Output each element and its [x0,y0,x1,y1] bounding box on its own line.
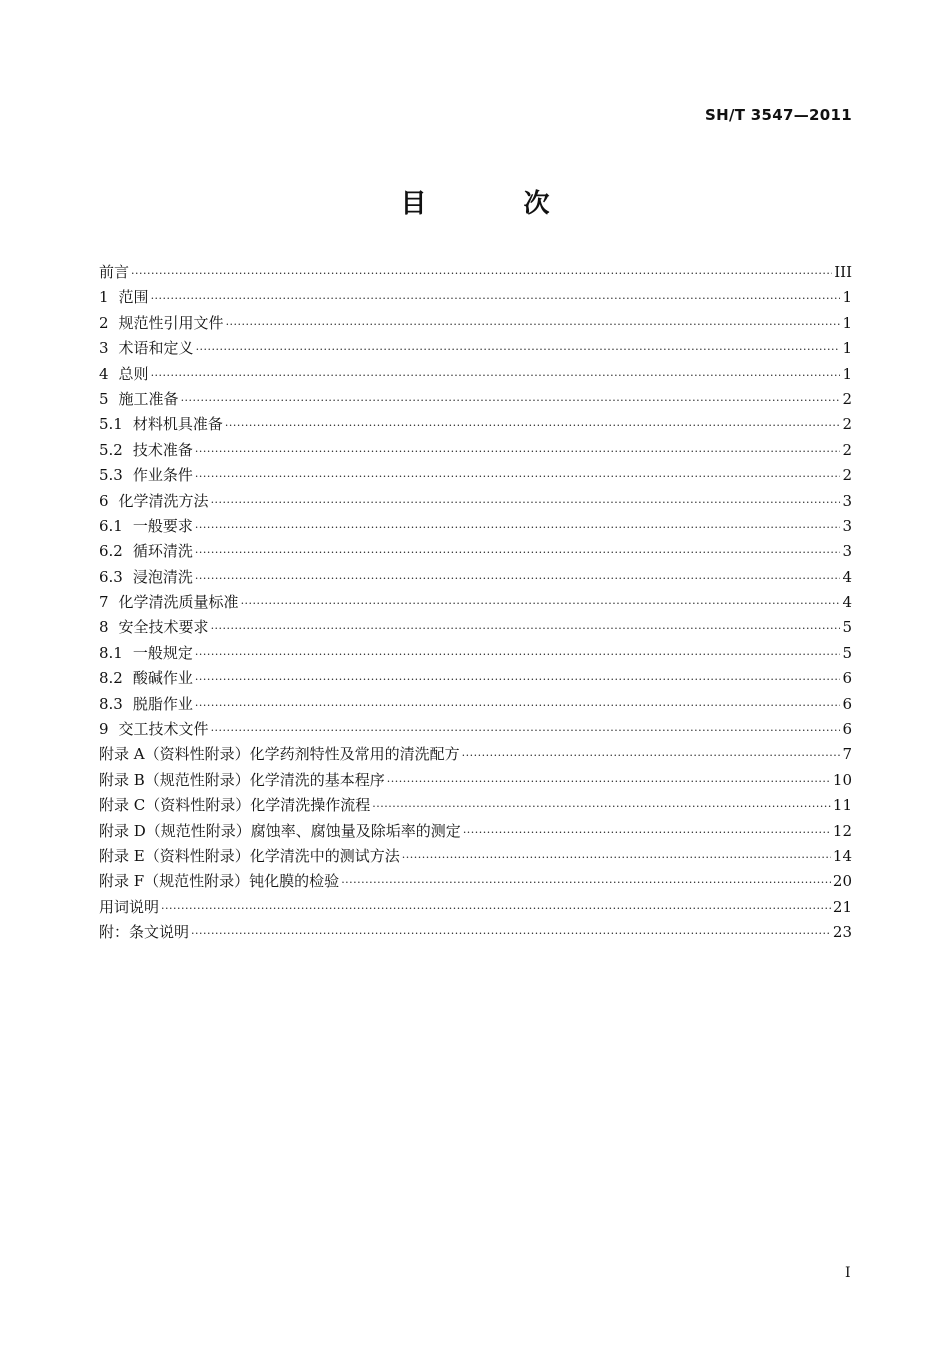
toc-entry-title: 术语和定义 [118,339,194,358]
toc-entry[interactable] [99,336,852,361]
toc-leader-dots [341,870,831,895]
toc-entry-page: 11 [832,796,852,815]
toc-entry-number: 8.3 [99,694,123,713]
toc-entry-page: 2 [842,466,852,485]
toc-entry-number: 1 [99,288,109,307]
toc-entry-title: 作业条件 [132,466,193,485]
toc-leader-dots [195,540,840,565]
toc-entry[interactable] [99,412,852,437]
toc-entry[interactable] [99,717,852,742]
toc-leader-dots [195,515,840,540]
toc-entry-title: 附录 A（资料性附录）化学药剂特性及常用的清洗配方 [99,745,460,764]
toc-entry-page: 4 [842,593,852,612]
toc-entry-page: 12 [832,821,852,840]
toc-entry[interactable] [99,539,852,564]
toc-leader-dots [211,718,840,743]
toc-entry-number: 3 [99,339,109,358]
toc-entry-title: 前言 [99,263,130,281]
toc-entry-page: 2 [842,415,852,434]
toc-entry-number: 9 [99,720,109,739]
toc-entry[interactable] [99,489,852,514]
toc-entry-title: 安全技术要求 [118,618,209,637]
toc-entry-number: 6.3 [99,567,123,586]
toc-entry-page: 20 [832,872,852,891]
toc-entry-number: 8.1 [99,643,123,662]
toc-entry-number: 5.2 [99,440,123,459]
toc-entry[interactable] [99,819,852,844]
toc-leader-dots [151,286,840,311]
toc-entry[interactable] [99,895,852,920]
toc-entry[interactable] [99,920,852,945]
toc-entry-page: 6 [842,669,852,688]
toc-leader-dots [211,616,840,641]
toc-entry-page: 6 [842,720,852,739]
toc-entry-title: 材料机具准备 [132,415,223,434]
toc-entry-number: 6 [99,491,109,510]
toc-entry-number: 5.1 [99,415,123,434]
toc-entry[interactable] [99,565,852,590]
toc-entry-title: 技术准备 [132,440,193,459]
toc-entry[interactable] [99,463,852,488]
toc-entry-page: 1 [842,364,852,383]
toc-entry-page: 6 [842,694,852,713]
toc-entry-page: 4 [842,567,852,586]
toc-entry-title: 范围 [118,288,149,307]
toc-heading: 目 次 [400,189,594,219]
toc-entry-title: 用词说明 [99,897,160,916]
toc-entry-page: 3 [842,491,852,510]
toc-entry-title: 循环清洗 [132,542,193,561]
toc-entry-title: 一般规定 [132,643,193,662]
toc-entry[interactable] [99,260,852,285]
toc-leader-dots [131,261,832,286]
toc-entry-page: 21 [832,897,852,916]
toc-leader-dots [462,743,840,768]
toc-entry-title: 附录 E（资料性附录）化学清洗中的测试方法 [99,846,400,865]
toc-entry-page: 2 [842,440,852,459]
table-of-contents [99,260,852,946]
toc-entry-number: 8 [99,618,109,637]
toc-entry[interactable] [99,666,852,691]
toc-entry-title: 浸泡清洗 [132,567,193,586]
toc-entry-page: 2 [842,389,852,408]
toc-entry[interactable] [99,869,852,894]
toc-leader-dots [195,642,840,667]
toc-entry-title: 一般要求 [132,516,193,535]
toc-entry-page: 3 [842,542,852,561]
toc-leader-dots [226,312,840,337]
toc-entry-title: 附录 D（规范性附录）腐蚀率、腐蚀量及除垢率的测定 [99,821,461,840]
toc-entry-page: III [834,263,852,281]
toc-entry-title: 脱脂作业 [132,694,193,713]
toc-leader-dots [195,693,840,718]
toc-entry-number: 2 [99,313,109,332]
standard-code: SH/T 3547—2011 [705,106,852,124]
toc-entry-page: 1 [842,339,852,358]
toc-leader-dots [151,363,840,388]
toc-entry[interactable] [99,615,852,640]
toc-leader-dots [161,896,831,921]
toc-leader-dots [225,413,840,438]
toc-leader-dots [195,439,840,464]
toc-leader-dots [211,490,840,515]
toc-entry-title: 化学清洗质量标准 [118,593,239,612]
toc-entry-title: 附录 C（资料性附录）化学清洗操作流程 [99,796,371,815]
toc-entry[interactable] [99,590,852,615]
toc-entry-number: 7 [99,593,109,612]
toc-entry-page: 5 [842,618,852,637]
toc-entry-number: 4 [99,364,109,383]
toc-leader-dots [181,388,840,413]
toc-entry-page: 10 [832,770,852,789]
toc-entry-page: 7 [842,745,852,764]
toc-entry-title: 交工技术文件 [118,720,209,739]
toc-entry-number: 6.1 [99,516,123,535]
toc-leader-dots [191,921,831,946]
toc-entry-page: 14 [832,846,852,865]
toc-leader-dots [195,667,840,692]
toc-entry-title: 附：条文说明 [99,923,190,942]
toc-entry-number: 8.2 [99,669,123,688]
toc-entry[interactable] [99,362,852,387]
toc-entry-title: 化学清洗方法 [118,491,209,510]
toc-entry-page: 1 [842,288,852,307]
toc-leader-dots [463,820,831,845]
toc-entry[interactable] [99,311,852,336]
toc-entry[interactable] [99,387,852,412]
toc-entry-title: 酸碱作业 [132,669,193,688]
toc-leader-dots [387,769,831,794]
toc-entry-number: 6.2 [99,542,123,561]
toc-entry-title: 附录 B（规范性附录）化学清洗的基本程序 [99,770,385,789]
toc-entry[interactable] [99,514,852,539]
toc-leader-dots [196,337,840,362]
toc-entry[interactable] [99,742,852,767]
toc-entry-title: 附录 F（规范性附录）钝化膜的检验 [99,872,340,891]
toc-leader-dots [195,566,840,591]
toc-entry-number: 5.3 [99,466,123,485]
toc-entry-page: 3 [842,516,852,535]
toc-entry-title: 施工准备 [118,389,179,408]
toc-entry[interactable] [99,793,852,818]
toc-entry[interactable] [99,768,852,793]
toc-entry-page: 5 [842,643,852,662]
toc-entry-page: 23 [832,923,852,942]
toc-entry[interactable] [99,285,852,310]
toc-entry[interactable] [99,844,852,869]
toc-entry[interactable] [99,438,852,463]
page-number: I [845,1265,851,1281]
toc-leader-dots [241,591,840,616]
toc-leader-dots [402,845,831,870]
toc-leader-dots [372,794,831,819]
toc-entry-number: 5 [99,389,109,408]
toc-entry-title: 规范性引用文件 [118,313,224,332]
toc-entry-title: 总则 [118,364,149,383]
toc-entry[interactable] [99,641,852,666]
toc-leader-dots [195,464,840,489]
toc-entry[interactable] [99,692,852,717]
toc-entry-page: 1 [842,313,852,332]
